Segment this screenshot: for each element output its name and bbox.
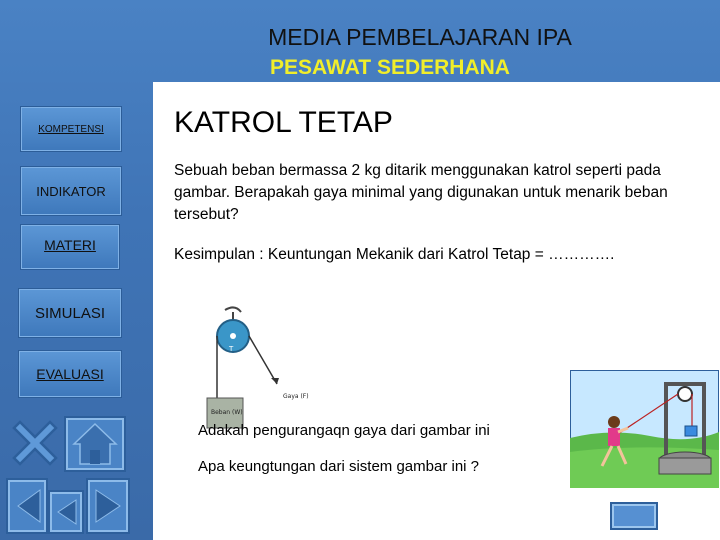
load-label: Beban (W) <box>211 409 243 416</box>
first-page-button[interactable] <box>6 478 48 534</box>
sidebar-item-label: SIMULASI <box>34 304 106 322</box>
home-button[interactable] <box>64 416 126 472</box>
next-icon <box>88 480 128 532</box>
sidebar-item-indikator[interactable] <box>20 166 122 216</box>
sidebar-item-simulasi[interactable] <box>18 288 122 338</box>
topic-title: KATROL TETAP <box>174 106 393 139</box>
home-icon <box>66 418 124 470</box>
sidebar-item-kompetensi[interactable] <box>20 106 122 152</box>
prev-icon <box>50 492 82 532</box>
question-text: Sebuah beban bermassa 2 kg ditarik menggunakan katrol seperti pada gambar. Berapakah gaya minimal yang digunakan untuk menarik beban tersebut? <box>174 162 668 223</box>
conclusion-text: Kesimpulan : Keuntungan Mekanik dari Katrol Tetap = …………. <box>174 246 615 263</box>
sidebar-item-evaluasi[interactable] <box>18 350 122 398</box>
page-title: MEDIA PEMBELAJARAN IPA <box>268 24 572 50</box>
prev-page-button[interactable] <box>48 490 84 534</box>
sidebar-item-label: EVALUASI <box>36 366 104 382</box>
page-subtitle: PESAWAT SEDERHANA <box>270 56 510 79</box>
sidebar-item-materi[interactable] <box>20 224 120 270</box>
next-slide-button[interactable] <box>610 502 658 530</box>
close-icon <box>10 418 60 468</box>
sidebar-item-label: INDIKATOR <box>36 183 106 199</box>
close-button[interactable] <box>10 418 60 468</box>
caption-advantage: Apa keungtungan dari sistem gambar ini ? <box>198 458 480 475</box>
sidebar-item-label: MATERI <box>44 237 96 253</box>
sidebar-item-label: KOMPETENSI <box>38 123 104 135</box>
pulley-label: T <box>229 345 234 353</box>
caption-reduction: Adakah pengurangaqn gaya dari gambar ini <box>198 422 490 439</box>
fixed-pulley-diagram <box>205 306 325 436</box>
force-label: Gaya (F) <box>283 393 309 400</box>
first-icon <box>8 480 46 532</box>
well-pulley-illustration <box>570 370 719 488</box>
next-page-button[interactable] <box>86 478 130 534</box>
